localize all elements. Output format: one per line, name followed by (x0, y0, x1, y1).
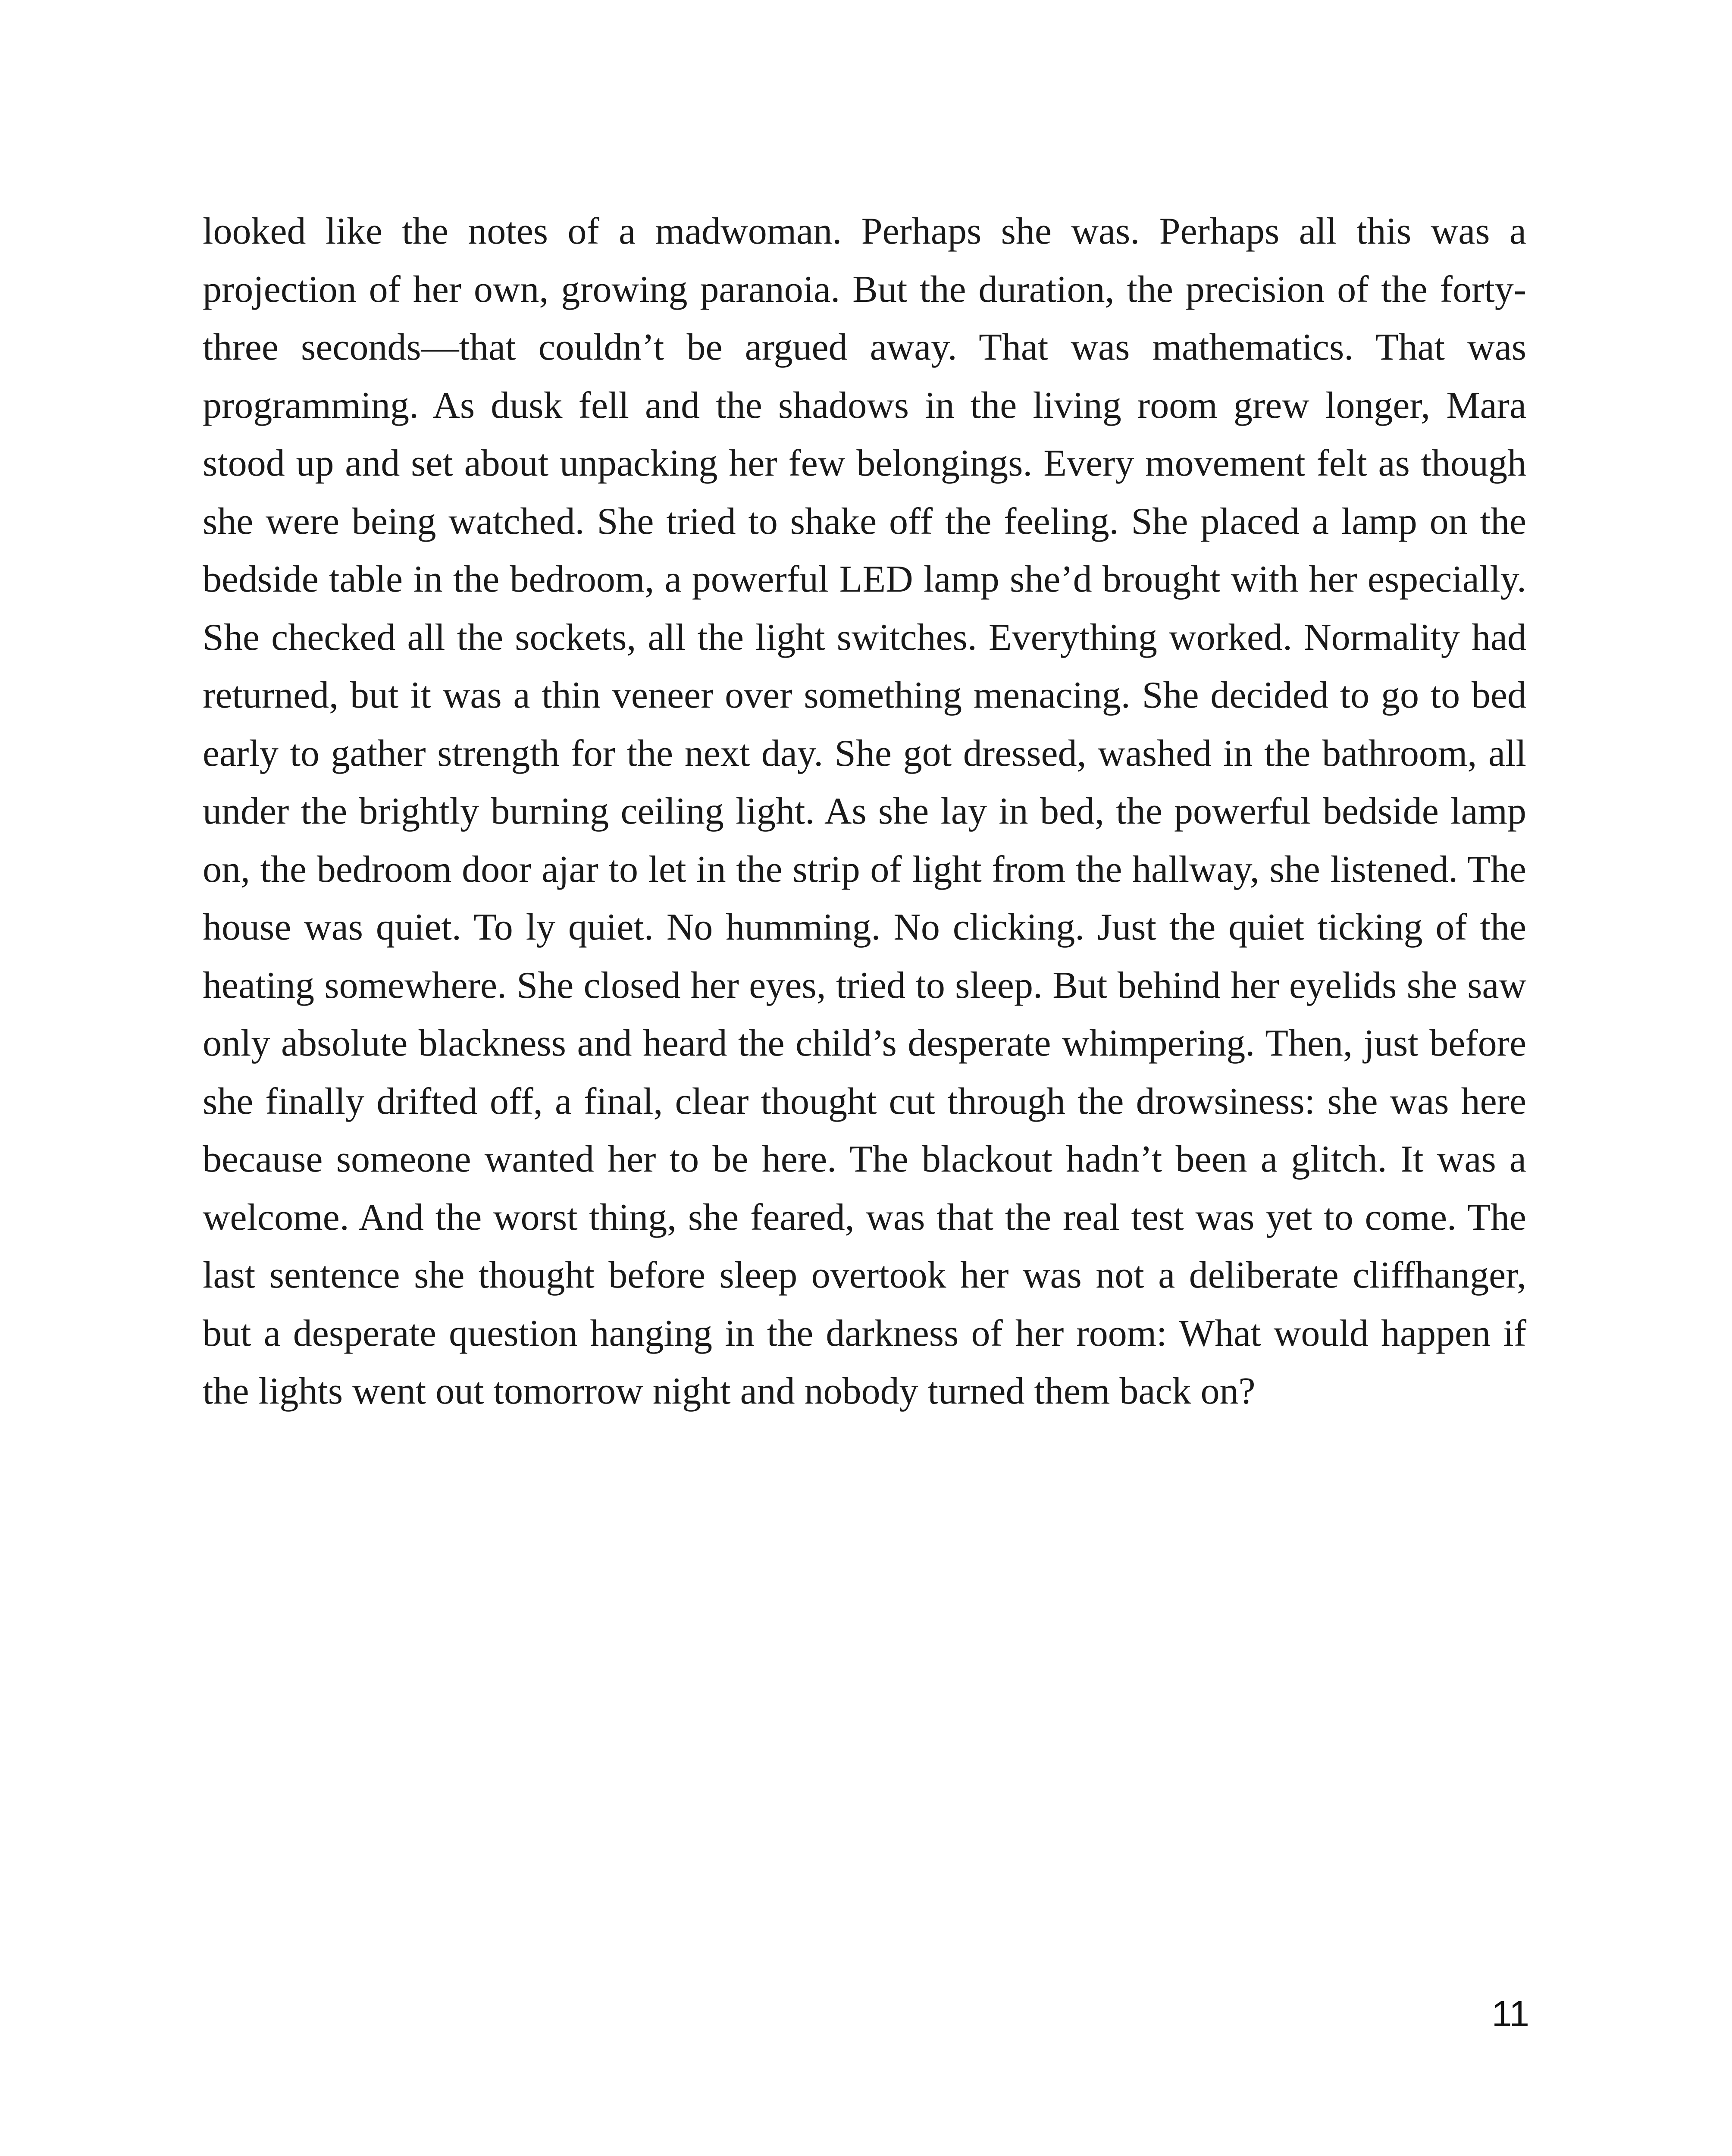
body-paragraph: looked like the notes of a madwoman. Perhaps she was. Perhaps all this was a projection of her own, growing paranoia. But the duration, the precision of the forty-three seconds—that couldn’t be argued away. That was mathematics. That was programming. As dusk fell and the shadows in the living room grew longer, Mara stood up and set about unpacking her few belongings. Every movement felt as though she were being watched. She tried to shake off the feeling. She placed a lamp on the bedside table in the bedroom, a powerful LED lamp she’d brought with her especially. She checked all the sockets, all the light switches. Everything worked. Normality had returned, but it was a thin veneer over something menacing. She decided to go to bed early to gather strength for the next day. She got dressed, washed in the bathroom, all under the brightly burning ceiling light. As she lay in bed, the powerful bedside lamp on, the bedroom door ajar to let in the strip of light from the hallway, she listened. The house was quiet. To ly quiet. No humming. No clicking. Just the quiet ticking of the heating somewhere. She closed her eyes, tried to sleep. But behind her eyelids she saw only absolute blackness and heard the child’s desperate whimpering. Then, just before she finally drifted off, a final, clear thought cut through the drowsiness: she was here because someone wanted her to be here. The blackout hadn’t been a glitch. It was a welcome. And the worst thing, she feared, was that the real test was yet to come. The last sentence she thought before sleep overtook her was not a deliberate cliffhanger, but a desperate question hanging in the darkness of her room: What would happen if the lights went out tomorrow night and nobody turned them back on? (203, 210, 1526, 1412)
page-number: 11 (1491, 1993, 1529, 2034)
